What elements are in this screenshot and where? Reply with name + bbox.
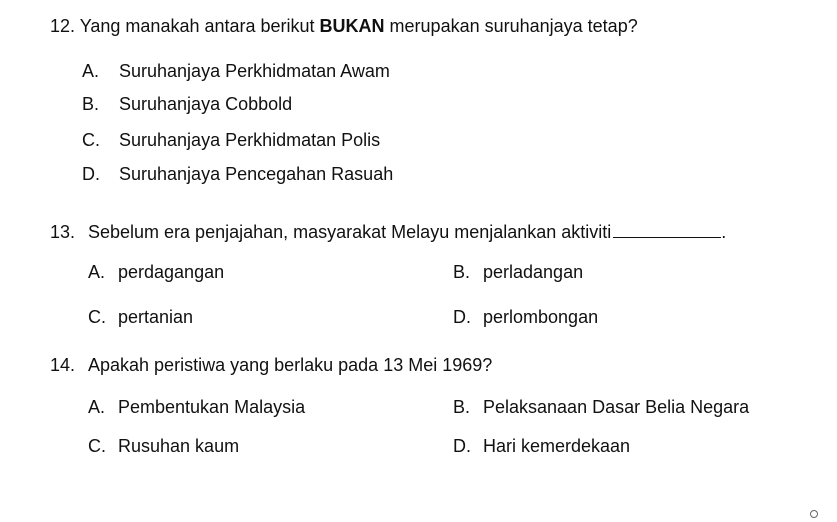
- question-13: [50, 222, 726, 243]
- option-text: Suruhanjaya Cobbold: [119, 94, 293, 114]
- option-letter: B.: [82, 94, 100, 114]
- question-14: [50, 355, 492, 376]
- q13-option-a[interactable]: [88, 262, 224, 283]
- question-text: Yang manakah antara berikut BUKAN merupakan suruhanjaya tetap?: [79, 16, 638, 36]
- option-text: Pelaksanaan Dasar Belia Negara: [483, 397, 750, 417]
- question-number: 12.: [50, 16, 76, 36]
- option-letter: B.: [453, 397, 471, 417]
- q12-option-c[interactable]: [82, 130, 380, 151]
- option-text: Pembentukan Malaysia: [118, 397, 306, 417]
- option-text: perladangan: [483, 262, 584, 282]
- q14-option-a[interactable]: [88, 397, 305, 418]
- option-letter: C.: [88, 307, 106, 327]
- option-text: Hari kemerdekaan: [483, 436, 631, 456]
- corner-mark: [810, 510, 818, 518]
- option-letter: A.: [82, 61, 100, 81]
- option-text: Suruhanjaya Pencegahan Rasuah: [119, 164, 394, 184]
- q14-option-c[interactable]: [88, 436, 239, 457]
- question-text: Sebelum era penjajahan, masyarakat Melayu menjalankan aktiviti: [88, 222, 612, 242]
- option-letter: B.: [453, 262, 471, 282]
- option-text: Rusuhan kaum: [118, 436, 240, 456]
- q14-option-b[interactable]: [453, 397, 749, 418]
- option-text: perlombongan: [483, 307, 599, 327]
- option-letter: C.: [88, 436, 106, 456]
- q12-option-b[interactable]: [82, 94, 292, 115]
- question-number: 14.: [50, 355, 76, 375]
- q12-option-a[interactable]: [82, 61, 390, 82]
- option-letter: C.: [82, 130, 100, 150]
- q12-option-d[interactable]: [82, 164, 393, 185]
- option-text: Suruhanjaya Perkhidmatan Polis: [119, 130, 381, 150]
- q14-option-d[interactable]: [453, 436, 630, 457]
- question-12: [50, 16, 638, 37]
- question-emphasis: BUKAN: [319, 16, 385, 36]
- option-text: Suruhanjaya Perkhidmatan Awam: [119, 61, 390, 81]
- q13-option-b[interactable]: [453, 262, 583, 283]
- q13-option-c[interactable]: [88, 307, 193, 328]
- q13-option-d[interactable]: [453, 307, 598, 328]
- option-letter: A.: [88, 262, 106, 282]
- question-end: .: [721, 222, 727, 242]
- question-number: 13.: [50, 222, 76, 242]
- answer-blank: [613, 236, 721, 238]
- option-text: pertanian: [118, 307, 194, 327]
- option-letter: D.: [82, 164, 100, 184]
- option-letter: D.: [453, 307, 471, 327]
- option-letter: A.: [88, 397, 106, 417]
- question-text: Apakah peristiwa yang berlaku pada 13 Mei 1969?: [88, 355, 493, 375]
- option-letter: D.: [453, 436, 471, 456]
- option-text: perdagangan: [118, 262, 225, 282]
